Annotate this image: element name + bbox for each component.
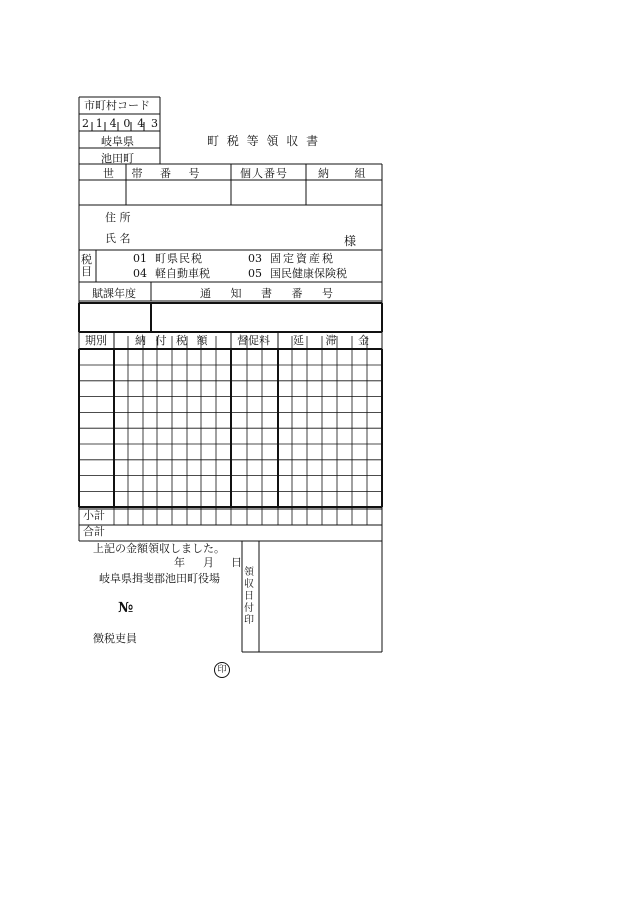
name-label: 氏 名 <box>105 232 131 245</box>
tax-item-name: 町県民税 <box>155 252 203 265</box>
date-day-label: 日 <box>231 556 242 569</box>
header-payment-group: 納 組 <box>318 167 366 180</box>
received-text: 上記の金額領収しました。 <box>93 542 225 555</box>
prefecture-name: 岐阜県 <box>101 135 134 148</box>
date-month-label: 月 <box>203 556 214 569</box>
total-label: 合計 <box>83 525 105 538</box>
code-digit: 1 <box>95 117 103 130</box>
collector-label: 徴税吏員 <box>93 632 137 645</box>
honorific: 様 <box>344 234 357 248</box>
header-personal-number: 個人番号 <box>240 167 288 180</box>
table-header-tax-amount: 納 付 税 額 <box>135 334 208 347</box>
stamp-label: 領収日付印 <box>244 567 254 626</box>
town-name: 池田町 <box>101 152 134 165</box>
code-digit: 2 <box>82 117 89 130</box>
tax-item-code: 03 <box>248 252 262 265</box>
header-household-number: 世 帯 番 号 <box>103 167 200 180</box>
table-header-delinquency: 延 滞 金 <box>293 334 369 347</box>
code-digit: 4 <box>137 117 145 130</box>
municipality-code-digits <box>82 117 158 130</box>
date-year-label: 年 <box>174 556 185 569</box>
tax-item-name: 軽自動車税 <box>155 267 210 280</box>
tax-item-code: 04 <box>133 267 147 280</box>
notice-number-label: 通 知 書 番 号 <box>200 287 333 300</box>
office-name: 岐阜県揖斐郡池田町役場 <box>99 572 220 585</box>
address-label: 住 所 <box>105 211 131 224</box>
tax-item-name: 固定資産税 <box>270 252 335 265</box>
tax-type-label: 税目 <box>81 253 92 278</box>
tax-item-name: 国民健康保険税 <box>270 267 347 280</box>
form-title: 町 税 等 領 収 書 <box>207 134 321 148</box>
code-digit: 3 <box>150 117 158 130</box>
tax-item-code: 01 <box>133 252 147 265</box>
seal-mark: 印 <box>214 662 230 678</box>
assessment-year-label: 賦課年度 <box>92 287 136 300</box>
number-mark: № <box>118 600 134 616</box>
table-header-reminder-fee: 督促料 <box>237 334 270 347</box>
code-digit: 0 <box>123 117 131 130</box>
code-digit: 4 <box>109 117 117 130</box>
subtotal-label: 小計 <box>83 509 105 522</box>
table-header-period: 期別 <box>85 334 107 347</box>
tax-item-code: 05 <box>248 267 262 280</box>
municipality-code-label: 市町村コード <box>84 99 150 112</box>
